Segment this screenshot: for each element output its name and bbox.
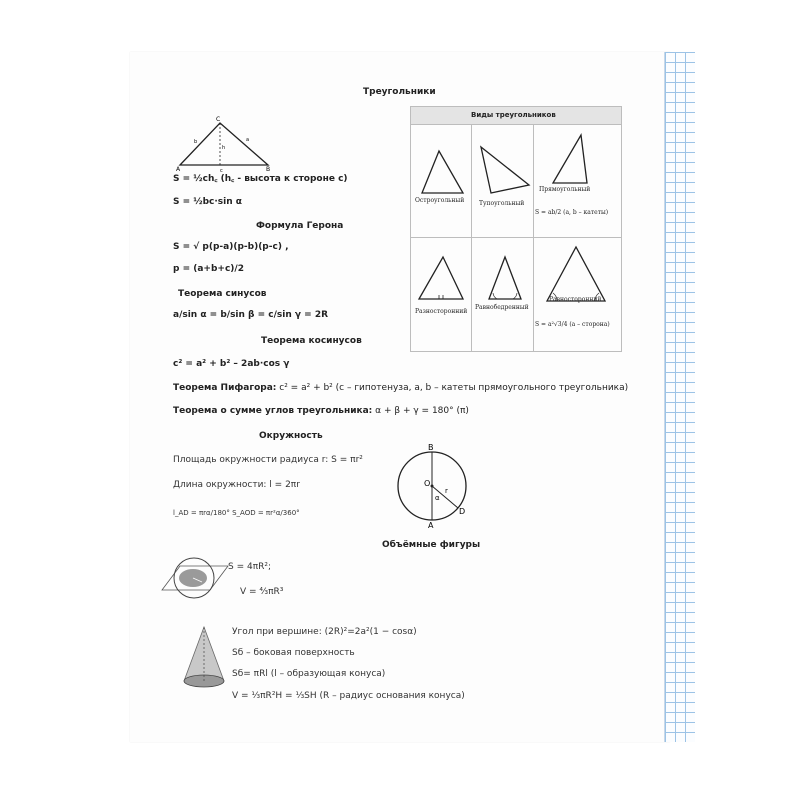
circle-label-r: r — [445, 487, 448, 495]
cone-lateral-area: Sб= πRl (l – образующая конуса) — [232, 669, 386, 679]
isosceles-label: Равнобедренный — [475, 304, 529, 311]
vertex-label-a: A — [176, 166, 181, 173]
sines-formula: a/sin α = b/sin β = c/sin γ = 2R — [173, 310, 329, 320]
pythagoras-line — [173, 384, 628, 393]
equilateral-area-formula: S = a²√3/4 (a – сторона) — [535, 321, 610, 328]
triangle-diagram — [178, 115, 273, 175]
circle-label-a: A — [428, 521, 434, 530]
circle-label-alpha: α — [435, 494, 440, 502]
obtuse-label: Тупоугольный — [479, 200, 525, 207]
graph-paper-edge — [664, 52, 695, 742]
circle-label-b: B — [428, 443, 434, 452]
circle-length: Длина окружности: l = 2πr — [173, 480, 300, 490]
circle-diagram — [396, 442, 476, 528]
right-area-formula: S = ab/2 (a, b – катеты) — [535, 209, 609, 216]
obtuse-triangle-icon — [479, 145, 531, 195]
height-label: h — [222, 145, 226, 151]
cone-volume: V = ⅓πR²H = ⅓SH (R – радиус основания конуса) — [232, 691, 465, 701]
angle-sum-line — [173, 407, 469, 416]
table-header-title: Виды треугольников — [471, 111, 556, 119]
circle-label-d: D — [459, 507, 466, 516]
equilateral-triangle-icon — [545, 245, 607, 303]
vertex-label-b: B — [266, 166, 271, 173]
right-triangle-icon — [551, 133, 591, 185]
heron-formula: S = √ p(p-a)(p-b)(p-c) , — [173, 242, 289, 252]
sines-title: Теорема синусов — [178, 289, 267, 299]
angle-sum-label: Теорема о сумме углов треугольника: — [173, 406, 373, 416]
cone-apex-angle: Угол при вершине: (2R)²=2a²(1 − cosα) — [232, 627, 417, 637]
vertex-label-c: C — [216, 116, 221, 123]
isosceles-triangle-icon — [487, 255, 523, 301]
pythagoras-text: c² = a² + b² (c – гипотенуза, a, b – катеты прямоугольного треугольника) — [279, 383, 629, 393]
cosines-title: Теорема косинусов — [261, 336, 362, 346]
arc-formulas: l_AD = πrα/180° S_AOD = πr²α/360° — [173, 509, 300, 517]
scalene-label: Разносторонний — [415, 308, 468, 315]
cosines-formula: c² = a² + b² – 2ab·cos γ — [173, 359, 290, 369]
right-label: Прямоугольный — [539, 186, 591, 193]
scalene-triangle-icon — [417, 255, 465, 301]
page-title: Треугольники — [363, 87, 436, 97]
circle-title: Окружность — [259, 431, 323, 441]
circle-area: Площадь окружности радиуса r: S = πr² — [173, 455, 363, 465]
angle-sum-text: α + β + γ = 180° (π) — [375, 406, 469, 416]
solids-title: Объёмные фигуры — [382, 540, 481, 550]
sphere-area: S = 4πR²; — [228, 562, 272, 572]
acute-label: Остроугольный — [415, 197, 465, 204]
heron-title: Формула Герона — [256, 221, 344, 231]
circle-label-o: O — [424, 479, 431, 488]
sphere-diagram — [160, 556, 230, 604]
triangle-types-table — [410, 106, 622, 352]
cone-diagram — [180, 625, 228, 691]
heron-semiperimeter: p = (a+b+c)/2 — [173, 264, 244, 274]
side-label-c: c — [220, 168, 223, 174]
acute-triangle-icon — [419, 149, 465, 194]
sphere-volume: V = ⁴⁄₃πR³ — [240, 587, 284, 597]
pythagoras-label: Теорема Пифагора: — [173, 383, 277, 393]
equilateral-label: Равносторонний — [549, 296, 602, 303]
side-label-b: b — [194, 139, 198, 145]
area-hc-formula: S = ½ch꜀ (h꜀ - высота к стороне c) — [173, 174, 348, 184]
cone-lateral-definition: Sб – боковая поверхность — [232, 648, 355, 658]
side-label-a: a — [246, 137, 250, 143]
area-sin-formula: S = ½bc·sin α — [173, 197, 242, 207]
